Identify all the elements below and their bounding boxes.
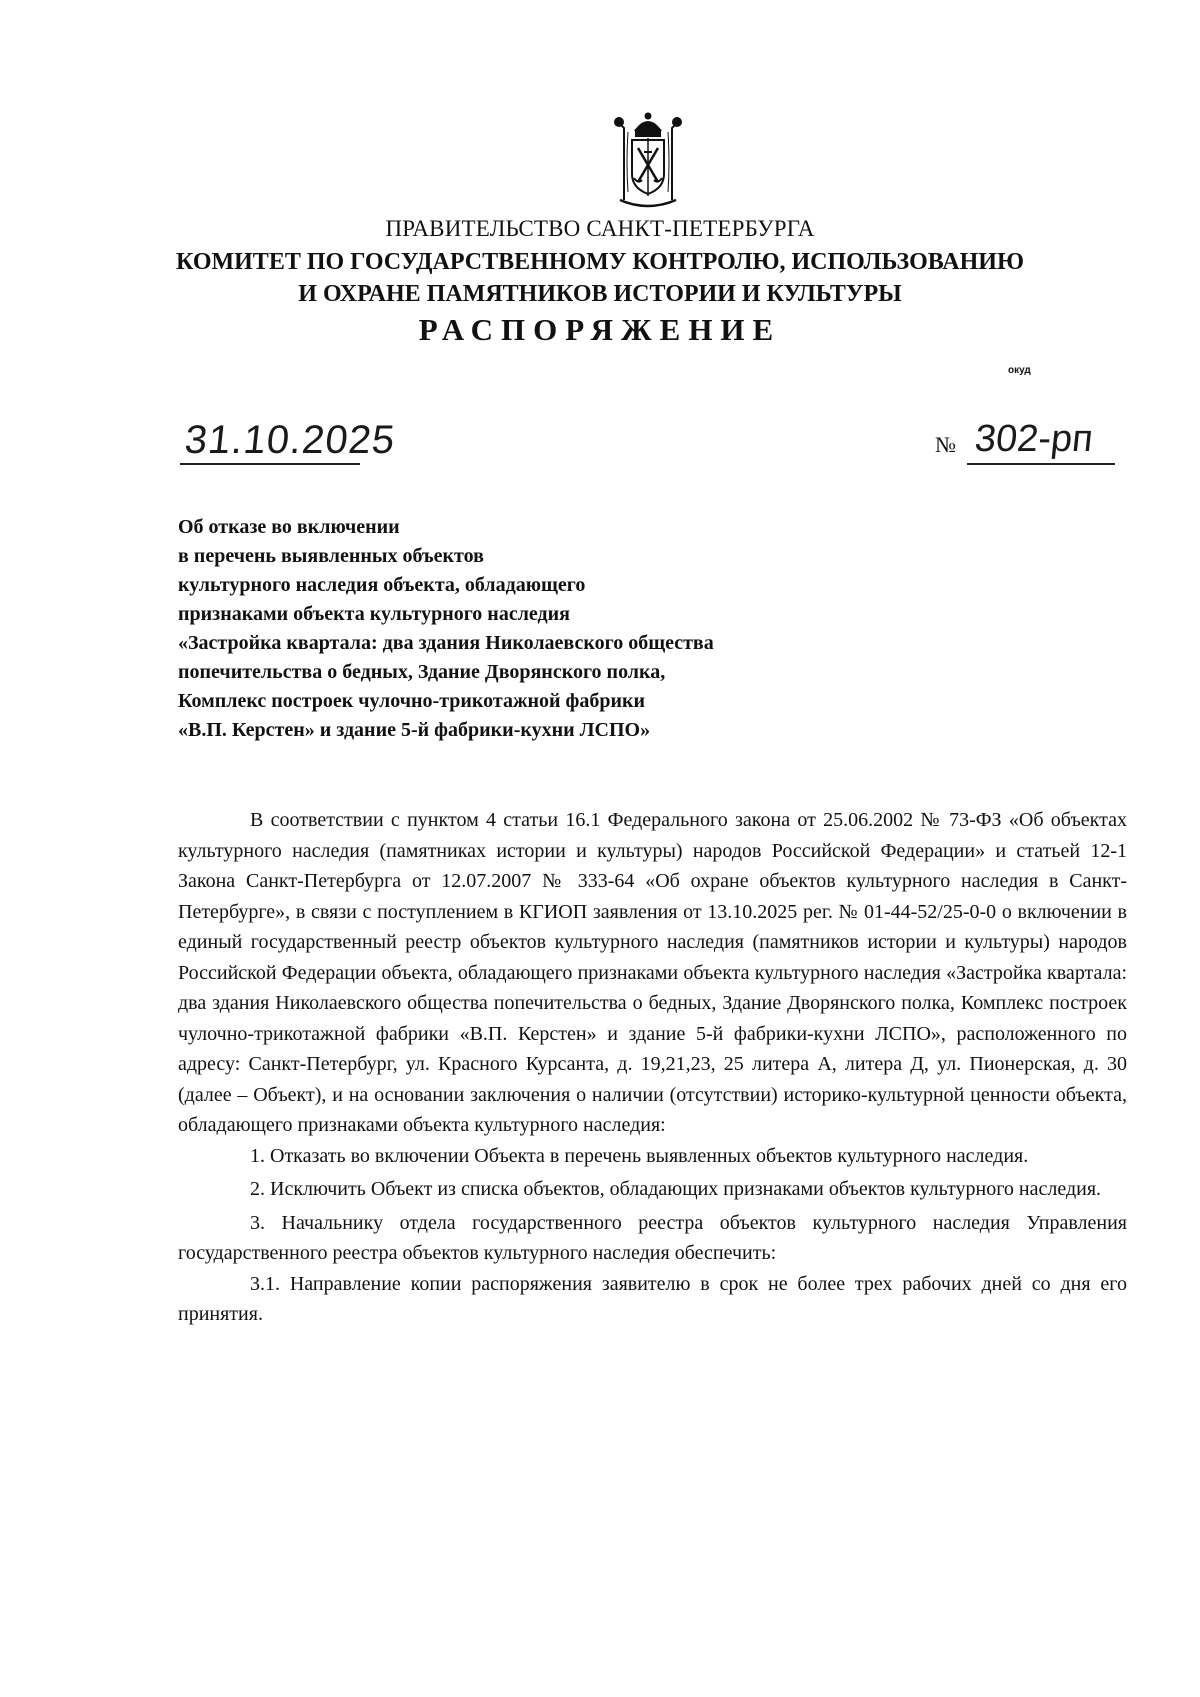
clause-1: 1. Отказать во включении Объекта в перечень выявленных объектов культурного наследия.: [250, 1144, 1029, 1167]
committee-title-line-1: КОМИТЕТ ПО ГОСУДАРСТВЕННОМУ КОНТРОЛЮ, ИСПОЛЬЗОВАНИЮ: [176, 249, 1024, 275]
date-underline: [180, 463, 360, 465]
committee-title: [150, 246, 1050, 310]
number-underline: [967, 463, 1115, 465]
preamble-paragraph: В соответствии с пунктом 4 статьи 16.1 Федерального закона от 25.06.2002 № 73-ФЗ «Об объектах культурного наследия (памятниках истории и культуры) народов Российской Федерации» и статьей 12-1 Закона Санкт-Петербурга от 12.07.2007 № 333-64 «Об охране объектов культурного наследия в Санкт-Петербурге», в связи с поступлением в КГИОП заявления от 13.10.2025 рег. № 01-44-52/25-0-0 о включении в единый государственный реестр объектов культурного наследия (памятников истории и культуры) народов Российской Федерации объекта, обладающего признаками объекта культурного наследия «Застройка квартала: два здания Николаевского общества попечительства о бедных, Здание Дворянского полка, Комплекс построек чулочно-трикотажной фабрики «В.П. Керстен» и здание 5-й фабрики-кухни ЛСПО», расположенного по адресу: Санкт-Петербург, ул. Красного Курсанта, д. 19,21,23, 25 литера А, литера Д, ул. Пионерская, д. 30 (далее – Объект), и на основании заключения о наличии (отсутствии) историко-культурной ценности объекта, обладающего признаками объекта культурного наследия:: [178, 809, 1127, 1136]
clause-2: 2. Исключить Объект из списка объектов, обладающих признаками объектов культурного наследия.: [250, 1178, 1102, 1200]
subject-line: Об отказе во включении: [178, 516, 400, 538]
document-number: 302-рп: [972, 418, 1096, 460]
document-type: РАСПОРЯЖЕНИЕ: [418, 312, 782, 347]
clause-3-1: 3.1. Направление копии распоряжения заявителю в срок не более трех рабочих дней со дня его принятия.: [178, 1272, 1127, 1325]
number-label: №: [935, 432, 956, 457]
document-body: [178, 805, 1127, 1330]
subject-line: культурного наследия объекта, обладающего: [178, 574, 586, 596]
subject-line: попечительства о бедных, Здание Дворянского полка,: [178, 661, 666, 683]
subject-line: Комплекс построек чулочно-трикотажной фабрики: [178, 690, 646, 712]
committee-title-line-2: И ОХРАНЕ ПАМЯТНИКОВ ИСТОРИИ И КУЛЬТУРЫ: [298, 281, 902, 307]
document-subject: [178, 513, 978, 745]
okud-label: окуд: [1008, 365, 1031, 376]
government-title: ПРАВИТЕЛЬСТВО САНКТ-ПЕТЕРБУРГА: [385, 216, 815, 241]
subject-line: признаками объекта культурного наследия: [178, 603, 570, 625]
subject-line: «В.П. Керстен» и здание 5-й фабрики-кухни ЛСПО»: [178, 719, 651, 741]
subject-line: в перечень выявленных объектов: [178, 545, 484, 567]
subject-line: «Застройка квартала: два здания Николаевского общества: [178, 632, 714, 654]
saint-petersburg-coat-of-arms-icon: [598, 112, 698, 212]
document-date: 31.10.2025: [182, 418, 398, 462]
clause-3: 3. Начальнику отдела государственного реестра объектов культурного наследия Управления государственного реестра объектов культурного наследия обеспечить:: [178, 1211, 1127, 1264]
